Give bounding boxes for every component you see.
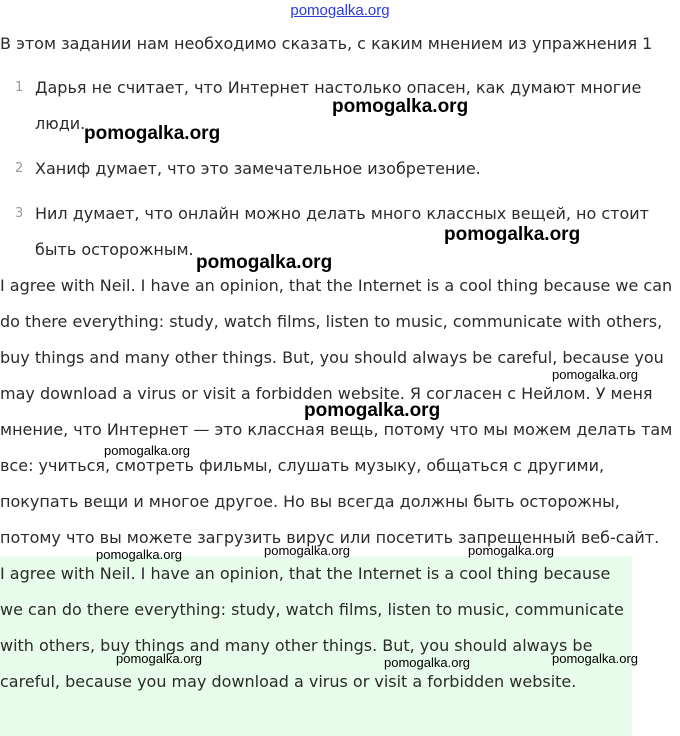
answer-text: I agree with Neil. I have an opinion, that the Internet is a cool thing because we can do there everything: study, watch films, listen to music, communicate with others, buy things and many other things. But, you should always be careful, because you may download a virus or visit a forbidden website. (0, 564, 624, 691)
watermark: pomogalka.org (196, 252, 333, 273)
list-item-text: Нил думает, что онлайн можно делать много классных вещей, но стоит быть осторожным. (35, 204, 649, 259)
watermark: pomogalka.org (116, 651, 202, 666)
watermark: pomogalka.org (468, 543, 554, 558)
watermark: pomogalka.org (384, 655, 470, 670)
intro-text: В этом задании нам необходимо сказать, с каким мнением из упражнения 1 (0, 34, 653, 53)
watermark: pomogalka.org (96, 547, 182, 562)
answer-box (0, 556, 632, 736)
watermark: pomogalka.org (552, 367, 638, 382)
watermark: pomogalka.org (444, 224, 581, 245)
list-number: 2 (15, 161, 24, 176)
list-item-text: Дарья не считает, что Интернет настолько опасен, как думают многие люди. (35, 78, 642, 133)
watermark: pomogalka.org (84, 123, 221, 144)
list-number: 3 (15, 206, 24, 221)
explanation-paragraph: I agree with Neil. I have an opinion, that the Internet is a cool thing because we can do there everything: study, watch films, listen to music, communicate with others, buy things and many other things. But, you should always be careful, because you may download a virus or visit a forbidden website. Я согласен с Нейлом. У меня мнение, что Интернет — это классная вещь, потому что мы можем делать там все: учиться, смотреть фильмы, слушать музыку, общаться с другими, покупать вещи и многое другое. Но вы всегда должны быть осторожны, потому что вы можете загрузить вирус или посетить запрещенный веб-сайт. (0, 276, 673, 547)
list-item-text: Ханиф думает, что это замечательное изобретение. (35, 159, 481, 178)
watermark: pomogalka.org (552, 651, 638, 666)
list-number: 1 (15, 80, 24, 95)
watermark: pomogalka.org (264, 543, 350, 558)
list-item (0, 151, 680, 187)
watermark: pomogalka.org (332, 96, 469, 117)
watermark: pomogalka.org (304, 400, 441, 421)
watermark: pomogalka.org (104, 443, 190, 458)
site-link[interactable]: pomogalka.org (290, 2, 390, 19)
